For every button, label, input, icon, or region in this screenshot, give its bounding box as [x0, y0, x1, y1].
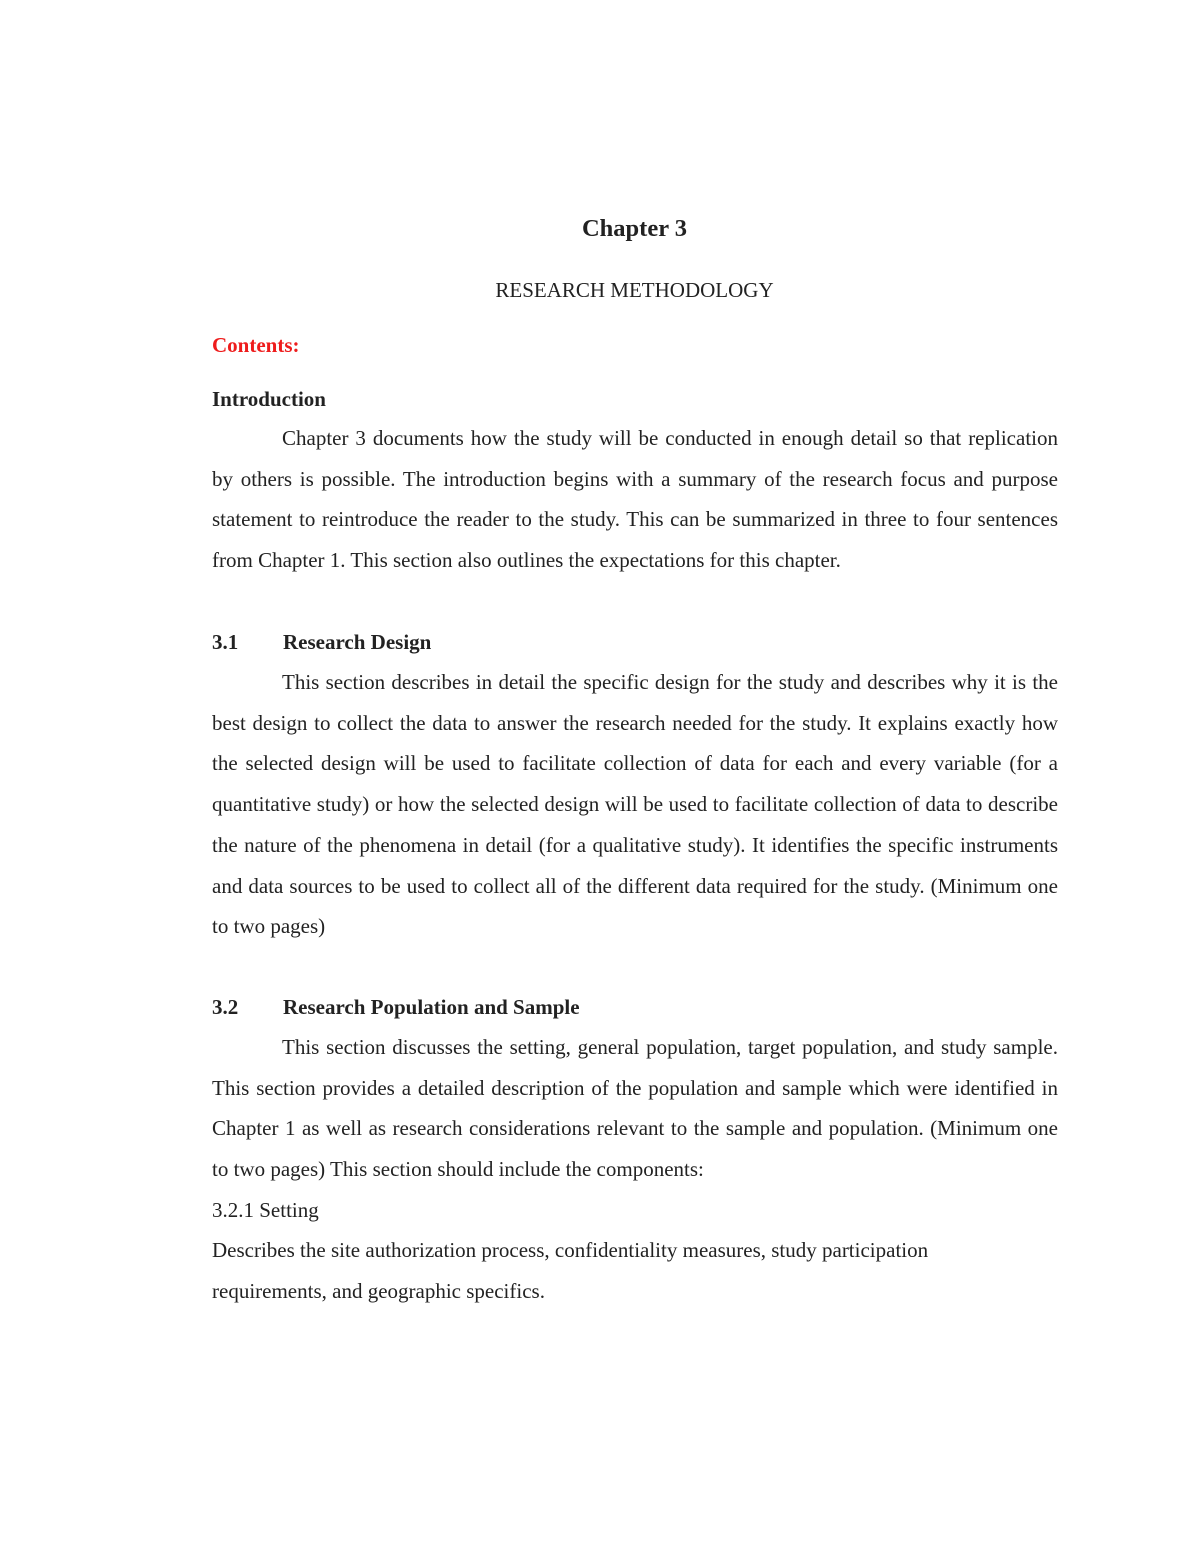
subsection-3-2-1-paragraph: Describes the site authorization process, confidentiality measures, study participation requirements, and geographic specifics. — [212, 1238, 929, 1303]
introduction-heading: Introduction — [212, 387, 326, 411]
section-3-2-number: 3.2 — [212, 995, 239, 1019]
section-3-2-heading — [212, 992, 580, 1022]
chapter-title: Chapter 3 — [581, 215, 688, 242]
section-3-2-title: Research Population and Sample — [283, 995, 580, 1019]
section-3-1-heading — [212, 627, 431, 657]
subsection-3-2-1-heading: 3.2.1 Setting — [212, 1198, 319, 1222]
section-3-2-paragraph: This section discusses the setting, general population, target population, and study sample. This section provides a detailed description of the population and sample which were identified in Chapter 1 as well as research considerations relevant to the sample and population. (Minimum one to two pages) This section should include the components: — [212, 1035, 1058, 1182]
section-3-1-paragraph: This section describes in detail the specific design for the study and describes why it is the best design to collect the data to answer the research needed for the study. It explains exactly how the selected design will be used to facilitate collection of data for each and every variable (for a quantitative study) or how the selected design will be used to facilitate collection of data to describe the nature of the phenomena in detail (for a qualitative study). It identifies the specific instruments and data sources to be used to collect all of the different data required for the study. (Minimum one to two pages) — [212, 670, 1058, 939]
chapter-subtitle: RESEARCH METHODOLOGY — [495, 278, 774, 302]
contents-label: Contents: — [212, 333, 300, 357]
section-3-1-title: Research Design — [283, 630, 432, 654]
section-3-1-number: 3.1 — [212, 630, 239, 654]
introduction-paragraph: Chapter 3 documents how the study will be conducted in enough detail so that replication by others is possible. The introduction begins with a summary of the research focus and purpose statement to reintroduce the reader to the study. This can be summarized in three to four sentences from Chapter 1. This section also outlines the expectations for this chapter. — [212, 426, 1058, 573]
